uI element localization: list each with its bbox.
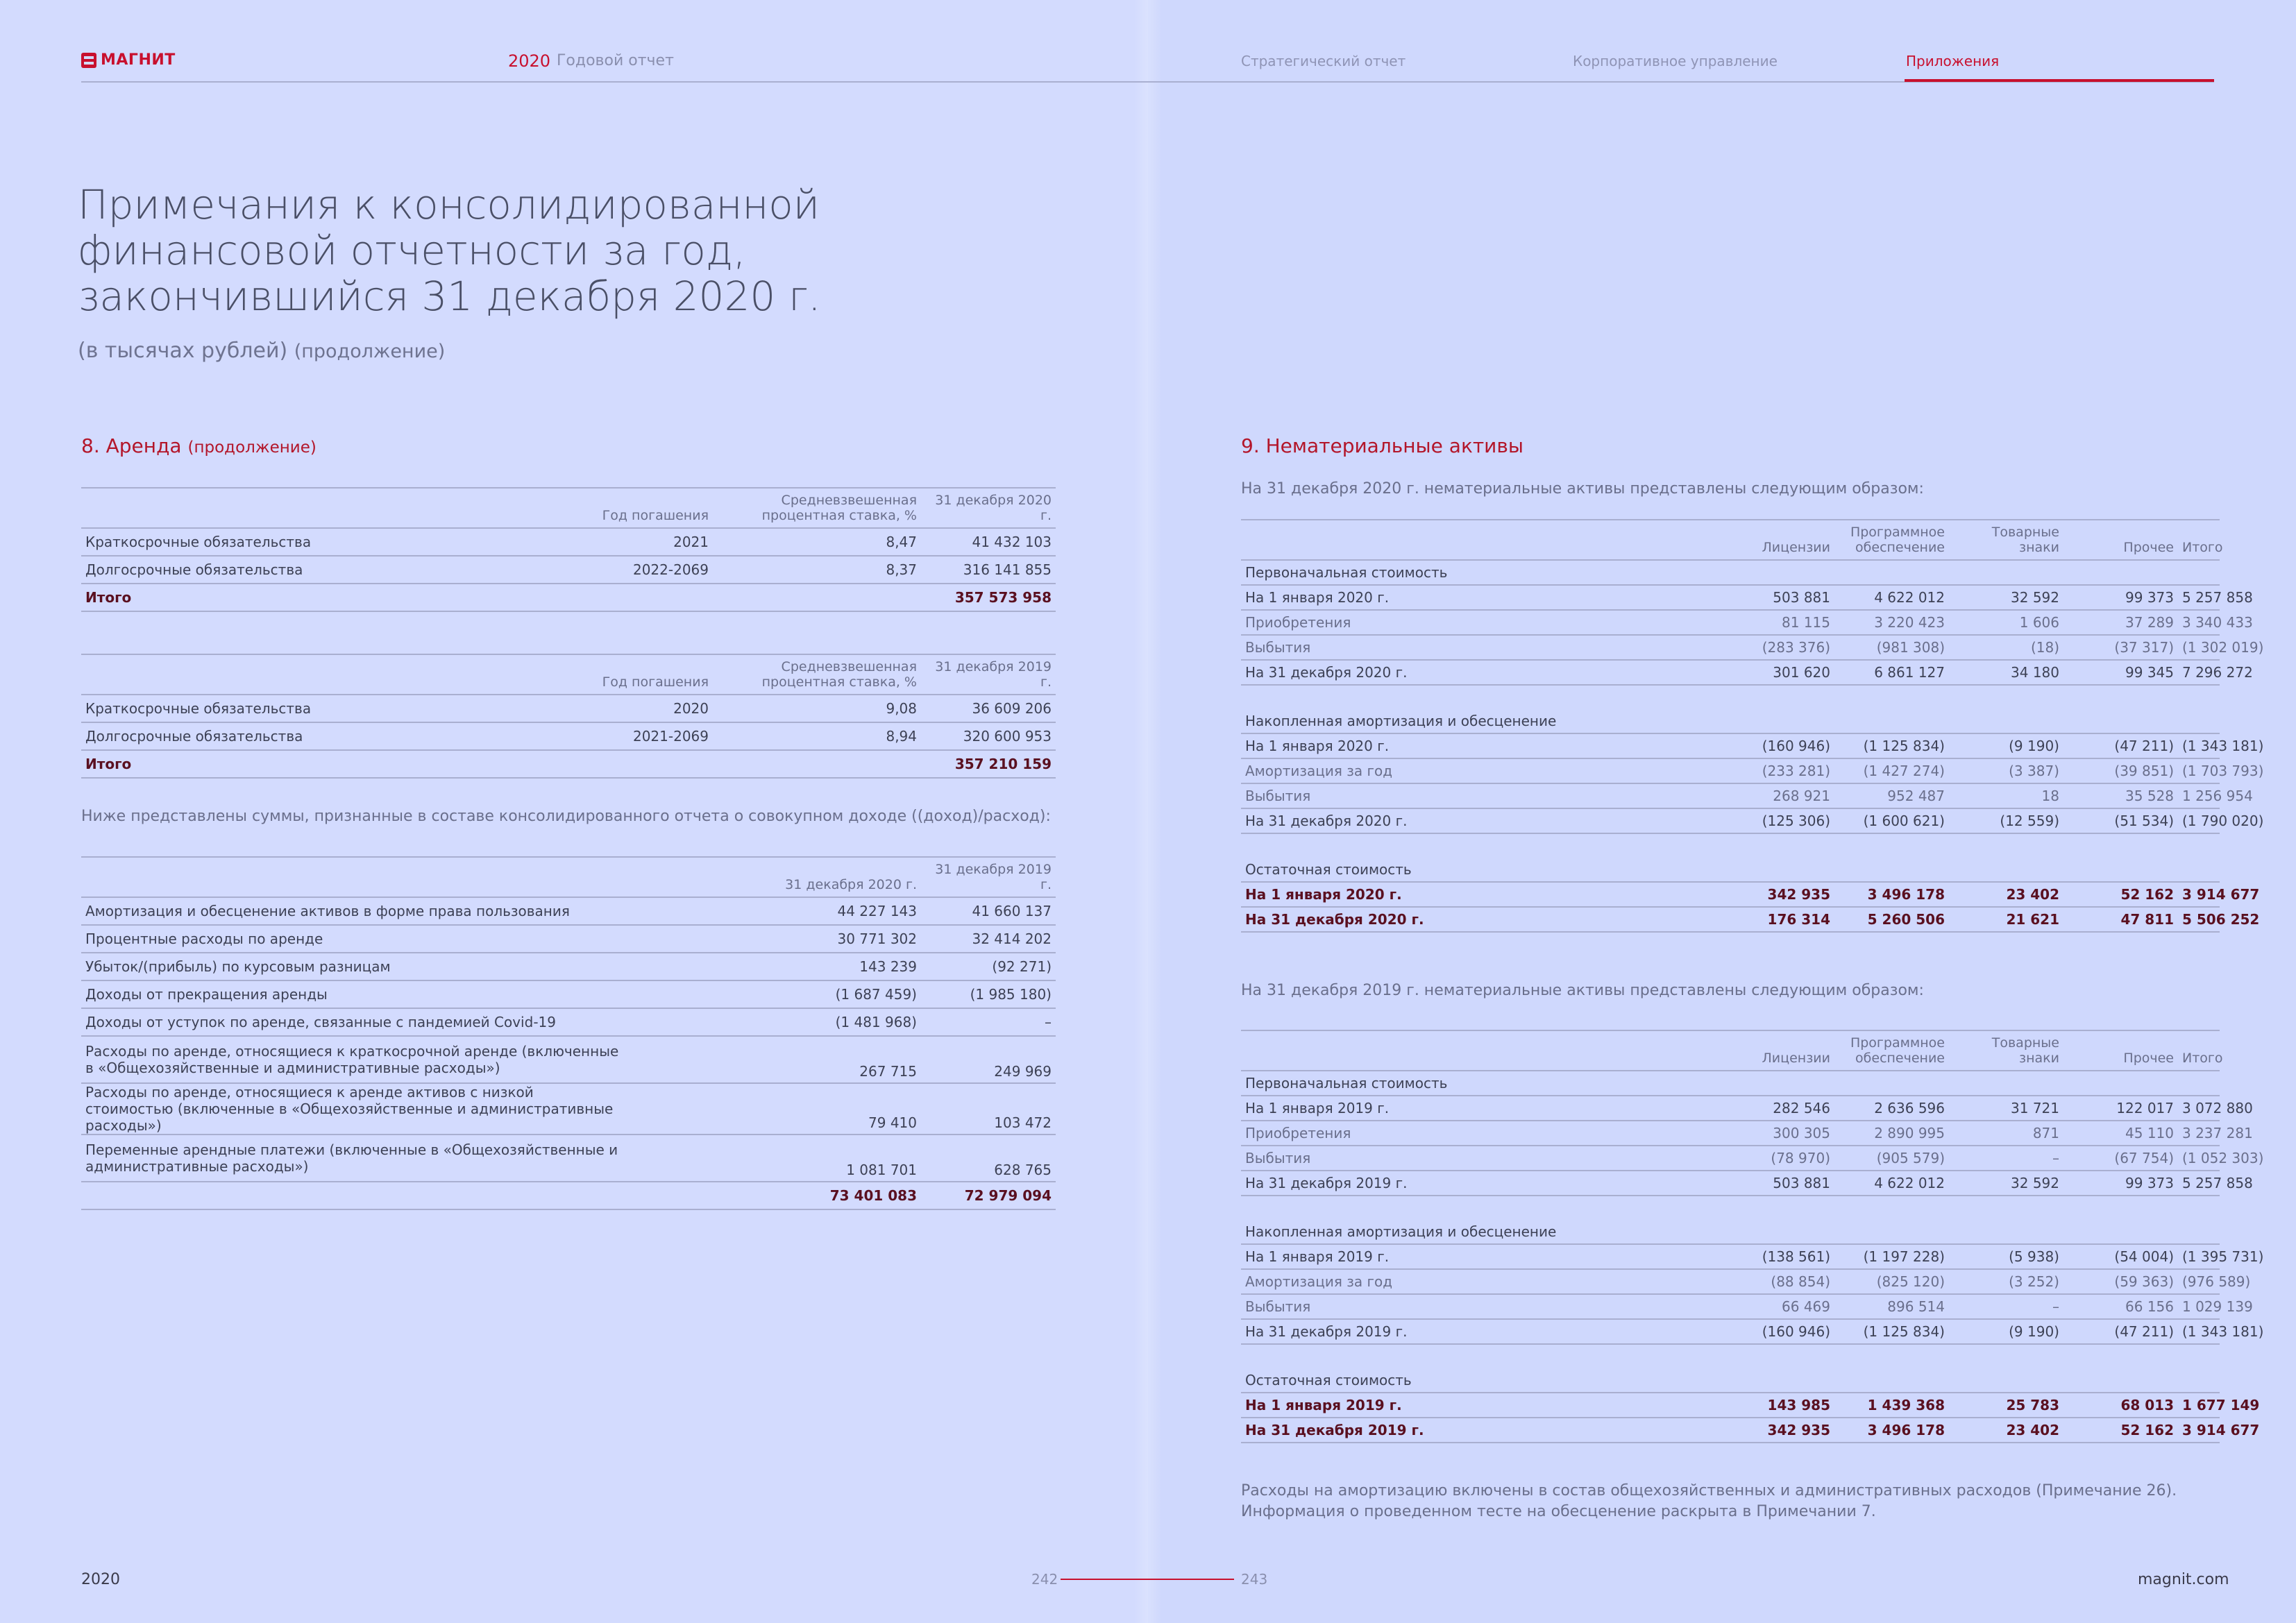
lease-table-2019-body [81, 695, 1056, 778]
table-section-row [1241, 1071, 2220, 1096]
table-row [1241, 907, 2220, 932]
row-value: 3 237 281 [2178, 1121, 2220, 1146]
table-row [81, 953, 1056, 980]
magnit-logo[interactable] [81, 51, 176, 69]
table-row [1241, 660, 2220, 685]
row-label: Процентные расходы по аренде [81, 925, 775, 953]
row-value [539, 750, 713, 778]
table-section-row [1241, 560, 2220, 585]
table-row [1241, 635, 2220, 660]
table-row [81, 584, 1056, 611]
row-value: 21 621 [1949, 907, 2063, 932]
row-label: Краткосрочные обязательства [81, 528, 539, 556]
row-value: (51 534) [2063, 808, 2178, 833]
col-date: 31 декабря 2020 г. [921, 488, 1056, 528]
subtitle-continuation: (продолжение) [294, 341, 446, 362]
row-value: 871 [1949, 1121, 2063, 1146]
row-value: (59 363) [2063, 1269, 2178, 1294]
row-label: Краткосрочные обязательства [81, 695, 539, 722]
row-value: 32 414 202 [921, 925, 1056, 953]
section-lease-title-text: 8. Аренда [81, 434, 182, 457]
table-spacer [1241, 833, 2220, 858]
row-value: 2 890 995 [1834, 1121, 1949, 1146]
intangibles-table-2020-body [1241, 560, 2264, 932]
row-label: Приобретения [1241, 1121, 1730, 1146]
row-value: 1 677 149 [2178, 1393, 2220, 1418]
table-row [81, 1083, 1056, 1135]
row-value: 31 721 [1949, 1096, 2063, 1121]
row-value: 1 029 139 [2178, 1294, 2220, 1319]
table-row [81, 1182, 1056, 1209]
table-row [1241, 1171, 2220, 1196]
row-value: 2021-2069 [539, 722, 713, 750]
row-value: 72 979 094 [921, 1182, 1056, 1209]
row-value: 25 783 [1949, 1393, 2063, 1418]
row-value: (825 120) [1834, 1269, 1949, 1294]
table-row [1241, 882, 2220, 907]
row-value: (283 376) [1730, 635, 1834, 660]
intangibles-intro-2020: На 31 декабря 2020 г. нематериальные активы представлены следующим образом: [1241, 480, 1924, 498]
row-value: (1 427 274) [1834, 758, 1949, 783]
row-value: 5 260 506 [1834, 907, 1949, 932]
row-label: Выбытия [1241, 635, 1730, 660]
row-value: 2022-2069 [539, 556, 713, 584]
row-value: 30 771 302 [775, 925, 921, 953]
section-lease-title [81, 434, 316, 457]
lease-table-2020-body [81, 528, 1056, 611]
table-row [81, 556, 1056, 584]
col-licenses: Лицензии [1730, 1030, 1834, 1071]
row-label: На 31 декабря 2020 г. [1241, 660, 1730, 685]
table-row [81, 1036, 1056, 1083]
row-value: 34 180 [1949, 660, 2063, 685]
row-value: 503 881 [1730, 1171, 1834, 1196]
page-number-left: 242 [1031, 1571, 1058, 1588]
row-label: На 31 декабря 2019 г. [1241, 1418, 1730, 1443]
row-value: – [1949, 1146, 2063, 1171]
col-trademarks: Товарные знаки [1949, 520, 2063, 560]
intangibles-table-2019-body [1241, 1071, 2264, 1443]
row-value: 3 914 677 [2178, 882, 2220, 907]
table-section-row [1241, 709, 2220, 733]
row-label: Переменные арендные платежи (включенные в «Общехозяйственные и административные расходы») [81, 1135, 775, 1182]
section-intangibles-title: 9. Нематериальные активы [1241, 434, 1523, 457]
col-total: Итого [2178, 520, 2220, 560]
table-row [1241, 1319, 2220, 1344]
row-value: (9 190) [1949, 1319, 2063, 1344]
header-report-title: Годовой отчет [557, 52, 674, 69]
row-value: (18) [1949, 635, 2063, 660]
nav-strategic-report[interactable]: Стратегический отчет [1241, 53, 1406, 69]
section-lease-title-suffix: (продолжение) [187, 439, 316, 457]
col-maturity-year: Год погашения [539, 654, 713, 695]
row-label: Убыток/(прибыль) по курсовым разницам [81, 953, 775, 980]
row-value: 1 081 701 [775, 1135, 921, 1182]
page-number-divider [1061, 1579, 1234, 1580]
row-value: 32 592 [1949, 1171, 2063, 1196]
row-value: 2021 [539, 528, 713, 556]
row-value: 23 402 [1949, 1418, 2063, 1443]
row-value: 1 256 954 [2178, 783, 2220, 808]
row-value: 267 715 [775, 1036, 921, 1083]
row-value: 37 289 [2063, 610, 2178, 635]
row-value: 3 496 178 [1834, 882, 1949, 907]
row-label: Приобретения [1241, 610, 1730, 635]
table-section-row [1241, 1220, 2220, 1244]
table-row [1241, 783, 2220, 808]
row-value: 81 115 [1730, 610, 1834, 635]
row-value: (3 252) [1949, 1269, 2063, 1294]
row-value: 73 401 083 [775, 1182, 921, 1209]
row-label: Накопленная амортизация и обесценение [1241, 1220, 2220, 1244]
intangibles-table-2020 [1241, 519, 2264, 933]
row-value: 52 162 [2063, 882, 2178, 907]
row-value: (3 387) [1949, 758, 2063, 783]
row-value: 66 469 [1730, 1294, 1834, 1319]
row-value: 143 985 [1730, 1393, 1834, 1418]
table-row [81, 897, 1056, 925]
table-row [1241, 1418, 2220, 1443]
lease-table-2020 [81, 487, 1056, 612]
row-label: На 31 декабря 2019 г. [1241, 1319, 1730, 1344]
row-value: 52 162 [2063, 1418, 2178, 1443]
row-value: 342 935 [1730, 1418, 1834, 1443]
table-row [1241, 610, 2220, 635]
table-row [1241, 758, 2220, 783]
row-value: 1 439 368 [1834, 1393, 1949, 1418]
row-value: (1 790 020) [2178, 808, 2220, 833]
col-trademarks: Товарные знаки [1949, 1030, 2063, 1071]
row-value: (5 938) [1949, 1244, 2063, 1269]
row-value: 300 305 [1730, 1121, 1834, 1146]
row-value: 68 013 [2063, 1393, 2178, 1418]
row-value: (233 281) [1730, 758, 1834, 783]
col-software: Программное обеспечение [1834, 520, 1949, 560]
table-header-row [81, 488, 1056, 528]
row-value: (1 125 834) [1834, 1319, 1949, 1344]
row-value: – [921, 1008, 1056, 1036]
row-value: 99 373 [2063, 585, 2178, 610]
footer-year: 2020 [81, 1571, 120, 1588]
table-row [1241, 1244, 2220, 1269]
row-label: На 31 декабря 2020 г. [1241, 808, 1730, 833]
row-label: Амортизация за год [1241, 758, 1730, 783]
row-value: (905 579) [1834, 1146, 1949, 1171]
row-label: На 1 января 2019 г. [1241, 1244, 1730, 1269]
col-weighted-rate: Средневзвешенная процентная ставка, % [713, 654, 921, 695]
row-value: (92 271) [921, 953, 1056, 980]
intangibles-intro-2019: На 31 декабря 2019 г. нематериальные активы представлены следующим образом: [1241, 982, 1924, 999]
table-header-row [1241, 1030, 2220, 1071]
row-value: 7 296 272 [2178, 660, 2220, 685]
table-row [1241, 1393, 2220, 1418]
row-value: 357 210 159 [921, 750, 1056, 778]
col-maturity-year: Год погашения [539, 488, 713, 528]
row-value: 503 881 [1730, 585, 1834, 610]
row-value: (981 308) [1834, 635, 1949, 660]
row-value: 8,47 [713, 528, 921, 556]
row-value: 23 402 [1949, 882, 2063, 907]
row-value: 282 546 [1730, 1096, 1834, 1121]
table-row [81, 722, 1056, 750]
row-value: (12 559) [1949, 808, 2063, 833]
row-value: (1 703 793) [2178, 758, 2220, 783]
col-2019: 31 декабря 2019 г. [921, 857, 1056, 897]
row-value: (160 946) [1730, 1319, 1834, 1344]
row-value: (160 946) [1730, 733, 1834, 758]
row-value: 122 017 [2063, 1096, 2178, 1121]
row-label: Итого [81, 584, 539, 611]
row-value: (1 600 621) [1834, 808, 1949, 833]
table-row [1241, 1294, 2220, 1319]
lease-income-table-body [81, 897, 1056, 1209]
table-row [1241, 808, 2220, 833]
row-value: 8,37 [713, 556, 921, 584]
row-value: 18 [1949, 783, 2063, 808]
logo-text: МАГНИТ [101, 51, 176, 69]
row-value: 3 220 423 [1834, 610, 1949, 635]
row-value: 5 257 858 [2178, 585, 2220, 610]
row-label: На 1 января 2020 г. [1241, 882, 1730, 907]
col-weighted-rate: Средневзвешенная процентная ставка, % [713, 488, 921, 528]
row-value: 357 573 958 [921, 584, 1056, 611]
row-value [713, 750, 921, 778]
table-section-row [1241, 1368, 2220, 1393]
row-value: (39 851) [2063, 758, 2178, 783]
row-value: 3 914 677 [2178, 1418, 2220, 1443]
nav-active-underline [1905, 79, 2214, 82]
row-value: 99 345 [2063, 660, 2178, 685]
col-licenses: Лицензии [1730, 520, 1834, 560]
row-value: 628 765 [921, 1135, 1056, 1182]
table-row [1241, 585, 2220, 610]
row-label: Остаточная стоимость [1241, 1368, 2220, 1393]
row-value: 268 921 [1730, 783, 1834, 808]
row-value: (1 125 834) [1834, 733, 1949, 758]
row-value: 35 528 [2063, 783, 2178, 808]
row-value: (1 395 731) [2178, 1244, 2220, 1269]
row-value: 47 811 [2063, 907, 2178, 932]
row-value: 896 514 [1834, 1294, 1949, 1319]
table-header-row [1241, 520, 2220, 560]
row-value: (1 343 181) [2178, 1319, 2220, 1344]
lease-income-table [81, 856, 1056, 1210]
lease-table-2019 [81, 654, 1056, 779]
row-value: 99 373 [2063, 1171, 2178, 1196]
table-section-row [1241, 858, 2220, 882]
row-label: На 1 января 2019 г. [1241, 1393, 1730, 1418]
row-value: (1 302 019) [2178, 635, 2220, 660]
row-value: (78 970) [1730, 1146, 1834, 1171]
row-value: (125 306) [1730, 808, 1834, 833]
row-label: Амортизация и обесценение активов в форме права пользования [81, 897, 775, 925]
table-header-row [81, 654, 1056, 695]
row-value: 103 472 [921, 1083, 1056, 1135]
row-value: (1 052 303) [2178, 1146, 2220, 1171]
row-label: Долгосрочные обязательства [81, 722, 539, 750]
row-label: На 1 января 2020 г. [1241, 585, 1730, 610]
row-value: 9,08 [713, 695, 921, 722]
row-label: На 31 декабря 2020 г. [1241, 907, 1730, 932]
row-value [539, 584, 713, 611]
page-subtitle [78, 339, 445, 363]
row-value: 45 110 [2063, 1121, 2178, 1146]
table-spacer [1241, 1344, 2220, 1368]
subtitle-units: (в тысячах рублей) [78, 339, 288, 363]
nav-appendices[interactable]: Приложения [1906, 53, 2000, 69]
col-other: Прочее [2063, 520, 2178, 560]
row-value: 41 432 103 [921, 528, 1056, 556]
row-value: (1 343 181) [2178, 733, 2220, 758]
row-value: (54 004) [2063, 1244, 2178, 1269]
row-value: 320 600 953 [921, 722, 1056, 750]
row-value: 143 239 [775, 953, 921, 980]
row-label: Итого [81, 750, 539, 778]
row-label: На 31 декабря 2019 г. [1241, 1171, 1730, 1196]
row-value: (976 589) [2178, 1269, 2220, 1294]
table-row [1241, 1096, 2220, 1121]
row-value: 36 609 206 [921, 695, 1056, 722]
row-value: 32 592 [1949, 585, 2063, 610]
table-row [81, 1135, 1056, 1182]
table-row [1241, 1146, 2220, 1171]
row-value: 5 506 252 [2178, 907, 2220, 932]
row-value: (37 317) [2063, 635, 2178, 660]
footer-website-link[interactable]: magnit.com [2138, 1571, 2229, 1588]
row-value: (9 190) [1949, 733, 2063, 758]
row-value: 44 227 143 [775, 897, 921, 925]
row-label: Выбытия [1241, 1146, 1730, 1171]
header-divider-left [81, 81, 1148, 83]
row-label: Выбытия [1241, 1294, 1730, 1319]
row-value: 2020 [539, 695, 713, 722]
page-gutter [1134, 0, 1162, 1623]
row-label: Первоначальная стоимость [1241, 1071, 2220, 1096]
row-value: – [1949, 1294, 2063, 1319]
col-software: Программное обеспечение [1834, 1030, 1949, 1071]
table-row [81, 695, 1056, 722]
row-value: (1 687 459) [775, 980, 921, 1008]
row-value: (1 985 180) [921, 980, 1056, 1008]
header-year: 2020 [508, 51, 551, 71]
row-value: 41 660 137 [921, 897, 1056, 925]
row-value: (67 754) [2063, 1146, 2178, 1171]
page-number-right: 243 [1241, 1571, 1268, 1588]
row-value: 176 314 [1730, 907, 1834, 932]
row-value: 6 861 127 [1834, 660, 1949, 685]
row-label [81, 1182, 775, 1209]
table-row [1241, 733, 2220, 758]
row-value: (1 197 228) [1834, 1244, 1949, 1269]
row-label: Остаточная стоимость [1241, 858, 2220, 882]
row-value: (47 211) [2063, 1319, 2178, 1344]
table-row [81, 1008, 1056, 1036]
nav-corporate-governance[interactable]: Корпоративное управление [1573, 53, 1778, 69]
row-value: 3 072 880 [2178, 1096, 2220, 1121]
row-value: 4 622 012 [1834, 1171, 1949, 1196]
row-value: (138 561) [1730, 1244, 1834, 1269]
intangibles-table-2019 [1241, 1030, 2264, 1443]
row-value [713, 584, 921, 611]
row-label: Накопленная амортизация и обесценение [1241, 709, 2220, 733]
row-value: 301 620 [1730, 660, 1834, 685]
table-row [1241, 1121, 2220, 1146]
row-label: На 1 января 2019 г. [1241, 1096, 1730, 1121]
row-label: На 1 января 2020 г. [1241, 733, 1730, 758]
row-value: 66 156 [2063, 1294, 2178, 1319]
row-label: Расходы по аренде, относящиеся к аренде активов с низкой стоимостью (включенные в «Общехозяйственные и административные расходы») [81, 1083, 775, 1135]
row-value: 79 410 [775, 1083, 921, 1135]
row-value: (47 211) [2063, 733, 2178, 758]
table-row [1241, 1269, 2220, 1294]
table-row [81, 750, 1056, 778]
row-label: Расходы по аренде, относящиеся к краткосрочной аренде (включенные в «Общехозяйственные и административные расходы») [81, 1036, 775, 1083]
row-label: Доходы от уступок по аренде, связанные с пандемией Covid-19 [81, 1008, 775, 1036]
row-label: Доходы от прекращения аренды [81, 980, 775, 1008]
row-value: 4 622 012 [1834, 585, 1949, 610]
col-date: 31 декабря 2019 г. [921, 654, 1056, 695]
row-value: 8,94 [713, 722, 921, 750]
row-value: 316 141 855 [921, 556, 1056, 584]
table-row [81, 980, 1056, 1008]
intangibles-note: Расходы на амортизацию включены в состав общехозяйственных и административных расходов (Примечание 26). Информация о проведенном тесте на обесценение раскрыта в Примечании 7. [1241, 1482, 2177, 1520]
magnit-logo-icon [81, 53, 96, 68]
row-label: Выбытия [1241, 783, 1730, 808]
row-value: 952 487 [1834, 783, 1949, 808]
row-label: Долгосрочные обязательства [81, 556, 539, 584]
table-spacer [1241, 1196, 2220, 1220]
col-total: Итого [2178, 1030, 2220, 1071]
col-2020: 31 декабря 2020 г. [775, 857, 921, 897]
income-intro: Ниже представлены суммы, признанные в составе консолидированного отчета о совокупном доходе ((доход)/расход): [81, 808, 1051, 825]
page-title: Примечания к консолидированной финансовой отчетности за год, закончившийся 31 декабря 2020 г. [78, 181, 821, 320]
row-value: (1 481 968) [775, 1008, 921, 1036]
table-spacer [1241, 685, 2220, 709]
row-value: 5 257 858 [2178, 1171, 2220, 1196]
row-value: 3 496 178 [1834, 1418, 1949, 1443]
table-row [81, 925, 1056, 953]
row-label: Амортизация за год [1241, 1269, 1730, 1294]
row-value: 342 935 [1730, 882, 1834, 907]
row-value: 3 340 433 [2178, 610, 2220, 635]
col-other: Прочее [2063, 1030, 2178, 1071]
row-value: 2 636 596 [1834, 1096, 1949, 1121]
table-row [81, 528, 1056, 556]
row-value: 1 606 [1949, 610, 2063, 635]
table-header-row [81, 857, 1056, 897]
row-value: 249 969 [921, 1036, 1056, 1083]
row-value: (88 854) [1730, 1269, 1834, 1294]
row-label: Первоначальная стоимость [1241, 560, 2220, 585]
